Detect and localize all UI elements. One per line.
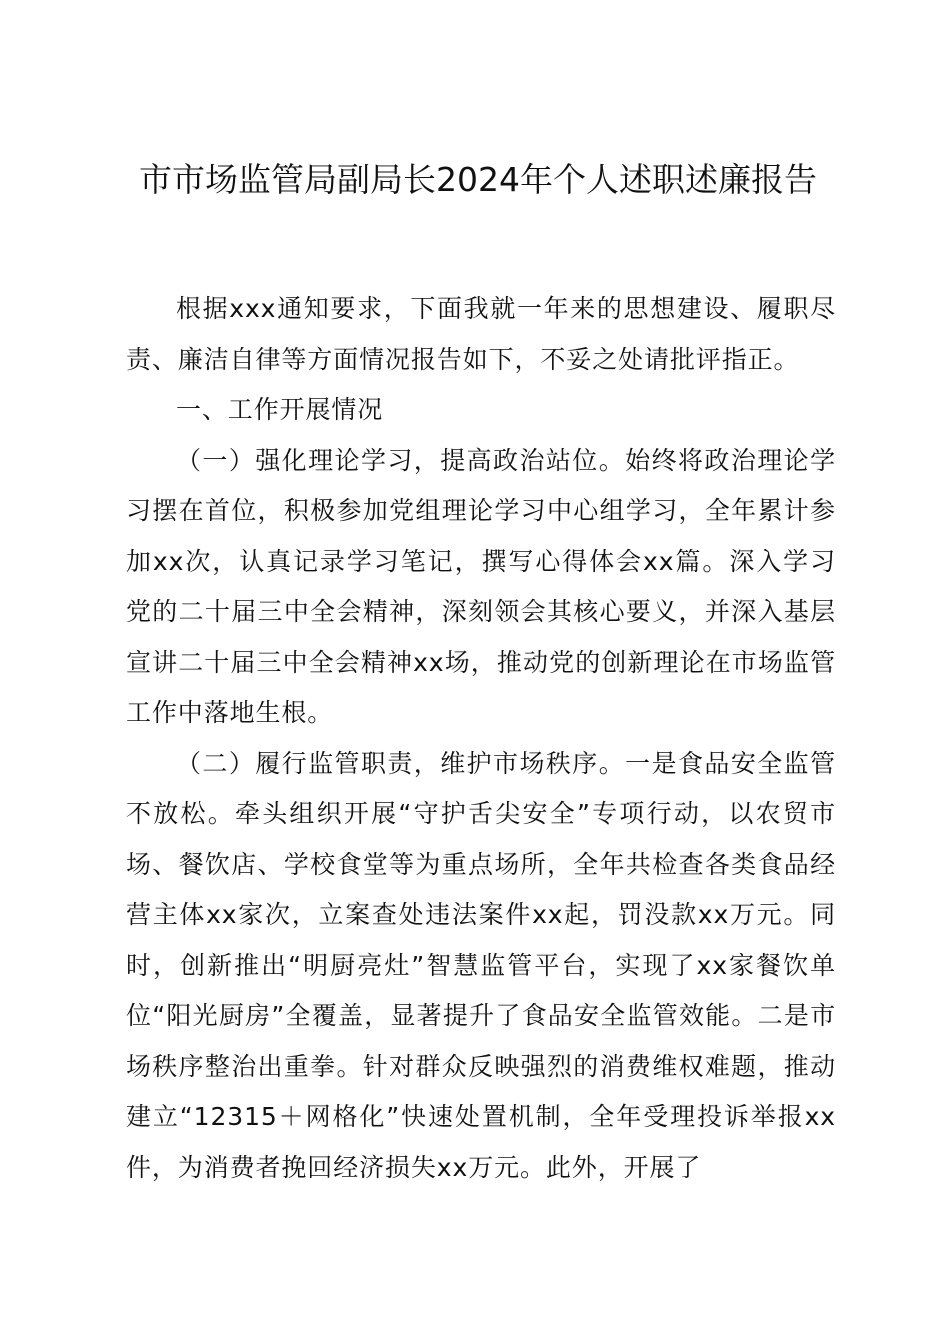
document-body — [126, 284, 836, 1193]
paragraph-theory-study: （一）强化理论学习，提高政治站位。始终将政治理论学习摆在首位，积极参加党组理论学习中心组学习，全年累计参加xx次，认真记录学习笔记，撰写心得体会xx篇。深入学习党的二十届三中全会精神，深刻领会其核心要义，并深入基层宣讲二十届三中全会精神xx场，推动党的创新理论在市场监管工作中落地生根。 — [126, 445, 836, 727]
document-title: 市市场监管局副局长2024年个人述职述廉报告 — [139, 160, 817, 199]
intro-paragraph: 根据xxx通知要求，下面我就一年来的思想建设、履职尽责、廉洁自律等方面情况报告如下，不妥之处请批评指正。 — [126, 294, 836, 374]
paragraph-supervision-duties: （二）履行监管职责，维护市场秩序。一是食品安全监管不放松。牵头组织开展“守护舌尖安全”专项行动，以农贸市场、餐饮店、学校食堂等为重点场所，全年共检查各类食品经营主体xx家次，立案查处违法案件xx起，罚没款xx万元。同时，创新推出“明厨亮灶”智慧监管平台，实现了xx家餐饮单位“阳光厨房”全覆盖，显著提升了食品安全监管效能。二是市场秩序整治出重拳。针对群众反映强烈的消费维权难题，推动建立“12315＋网格化”快速处置机制，全年受理投诉举报xx件，为消费者挽回经济损失xx万元。此外，开展了 — [126, 748, 836, 1182]
section-heading: 一、工作开展情况 — [176, 395, 384, 424]
